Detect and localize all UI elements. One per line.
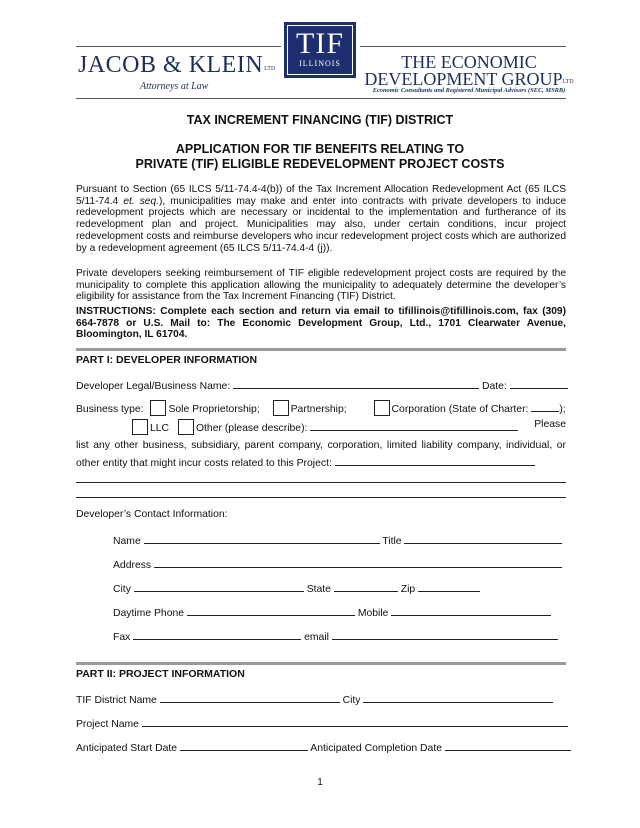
phone-row: Daytime Phone Mobile xyxy=(113,605,566,619)
edg-name: DEVELOPMENT GROUP xyxy=(364,69,563,89)
fax-email-row: Fax email xyxy=(113,629,566,643)
firm-ltd: LTD xyxy=(264,66,276,72)
instructions: INSTRUCTIONS: Complete each section and return via email to tifillinois@tifillinois.com, fax (309) 664-7878 or U.S. Mail to: The Economic Development Group, Ltd., 1701 Clearwater Avenue, Bloomington, IL 61704. xyxy=(76,306,566,341)
legal-name-field[interactable] xyxy=(233,378,479,389)
related-entities-text: list any other business, subsidiary, parent company, corporation, limited liability company, individual, or other entity that might incur costs related to this Project: xyxy=(76,440,566,469)
firm-tagline: Attorneys at Law xyxy=(140,81,209,92)
mobile-field[interactable] xyxy=(391,605,551,616)
state-field[interactable] xyxy=(334,581,398,592)
edg-logo-line1: THE ECONOMIC xyxy=(401,52,537,72)
district-title: TAX INCREMENT FINANCING (TIF) DISTRICT xyxy=(186,113,454,127)
application-title-line2: PRIVATE (TIF) ELIGIBLE REDEVELOPMENT PROJECT COSTS xyxy=(135,157,505,171)
part2-heading: PART II: PROJECT INFORMATION xyxy=(76,668,245,680)
intro-paragraph-2: Private developers seeking reimbursement of TIF eligible redevelopment project costs are required by the municipality to complete this application allowing the municipality to adequately determine the developer’s eligibility for assistance from the Tax Increment Financing (TIF) District. xyxy=(76,268,566,303)
contact-city-field[interactable] xyxy=(134,581,304,592)
contact-title-field[interactable] xyxy=(404,533,562,544)
contact-name-field[interactable] xyxy=(144,533,380,544)
part1-rule xyxy=(76,348,566,351)
fax-field[interactable] xyxy=(133,629,301,640)
corporation-checkbox[interactable] xyxy=(374,400,390,416)
district-city-row: TIF District Name City xyxy=(76,692,566,706)
related-entities-line-2[interactable] xyxy=(76,497,566,498)
tif-logo-text: TIF xyxy=(296,27,344,60)
name-title-row: Name Title xyxy=(113,533,566,547)
edg-tagline: Economic Consultants and Registered Municipal Advisors (SEC, MSRB) xyxy=(372,87,566,94)
page-number: 1 xyxy=(317,777,323,788)
address-field[interactable] xyxy=(154,557,562,568)
related-entities-line-1[interactable] xyxy=(76,482,566,483)
address-row: Address xyxy=(113,557,566,571)
header-rule-left-top xyxy=(76,46,281,47)
part2-rule xyxy=(76,662,566,665)
other-checkbox[interactable] xyxy=(178,419,194,435)
dates-row: Anticipated Start Date Anticipated Completion Date xyxy=(76,740,566,754)
firm-logo xyxy=(78,52,275,79)
tif-logo-subtext: ILLINOIS xyxy=(299,59,341,68)
state-of-charter-field[interactable] xyxy=(531,401,559,412)
legal-name-row: Developer Legal/Business Name: Date: xyxy=(76,378,566,392)
project-city-field[interactable] xyxy=(363,692,553,703)
project-name-row: Project Name xyxy=(76,716,566,730)
tif-district-name-field[interactable] xyxy=(160,692,340,703)
edg-ltd: LTD xyxy=(562,79,574,85)
daytime-phone-field[interactable] xyxy=(187,605,355,616)
completion-date-field[interactable] xyxy=(445,740,571,751)
sole-proprietorship-checkbox[interactable] xyxy=(150,400,166,416)
contact-info-label: Developer’s Contact Information: xyxy=(76,509,228,520)
part1-heading: PART I: DEVELOPER INFORMATION xyxy=(76,354,258,366)
date-field[interactable] xyxy=(510,378,568,389)
intro-paragraph-1: Pursuant to Section (65 ILCS 5/11-74.4-4(b)) of the Tax Increment Allocation Redevelopment Act (65 ILCS 5/11-74.4 et. seq.), municipalities may make and enter into contracts with private developers to induce redevelopment projects which are necessary or incidental to the implementation and furtherance of its redevelopment plan and project. Municipalities may also, under certain conditions, incur project redevelopment costs and reimburse developers who incur redevelopment project costs which are authorized by a redevelopment agreement (65 ILCS 5/11-74.4-4 (j)). xyxy=(76,184,566,254)
application-title-line1: APPLICATION FOR TIF BENEFITS RELATING TO xyxy=(175,142,465,156)
llc-other-row: LLC Other (please describe): Please xyxy=(76,419,566,435)
partnership-checkbox[interactable] xyxy=(273,400,289,416)
project-name-field[interactable] xyxy=(142,716,568,727)
firm-name: JACOB & KLEIN xyxy=(78,52,264,78)
other-describe-field[interactable] xyxy=(310,420,518,431)
business-type-row: Business type: Sole Proprietorship; Partnership; Corporation (State of Charter: ); xyxy=(76,400,566,416)
header-rule-right-top xyxy=(360,46,566,47)
llc-checkbox[interactable] xyxy=(132,419,148,435)
tif-illinois-logo xyxy=(284,22,356,78)
header-rule-bottom xyxy=(76,98,566,99)
start-date-field[interactable] xyxy=(180,740,308,751)
city-state-zip-row: City State Zip xyxy=(113,581,566,595)
zip-field[interactable] xyxy=(418,581,480,592)
related-entities-field[interactable] xyxy=(335,455,535,466)
email-field[interactable] xyxy=(332,629,558,640)
